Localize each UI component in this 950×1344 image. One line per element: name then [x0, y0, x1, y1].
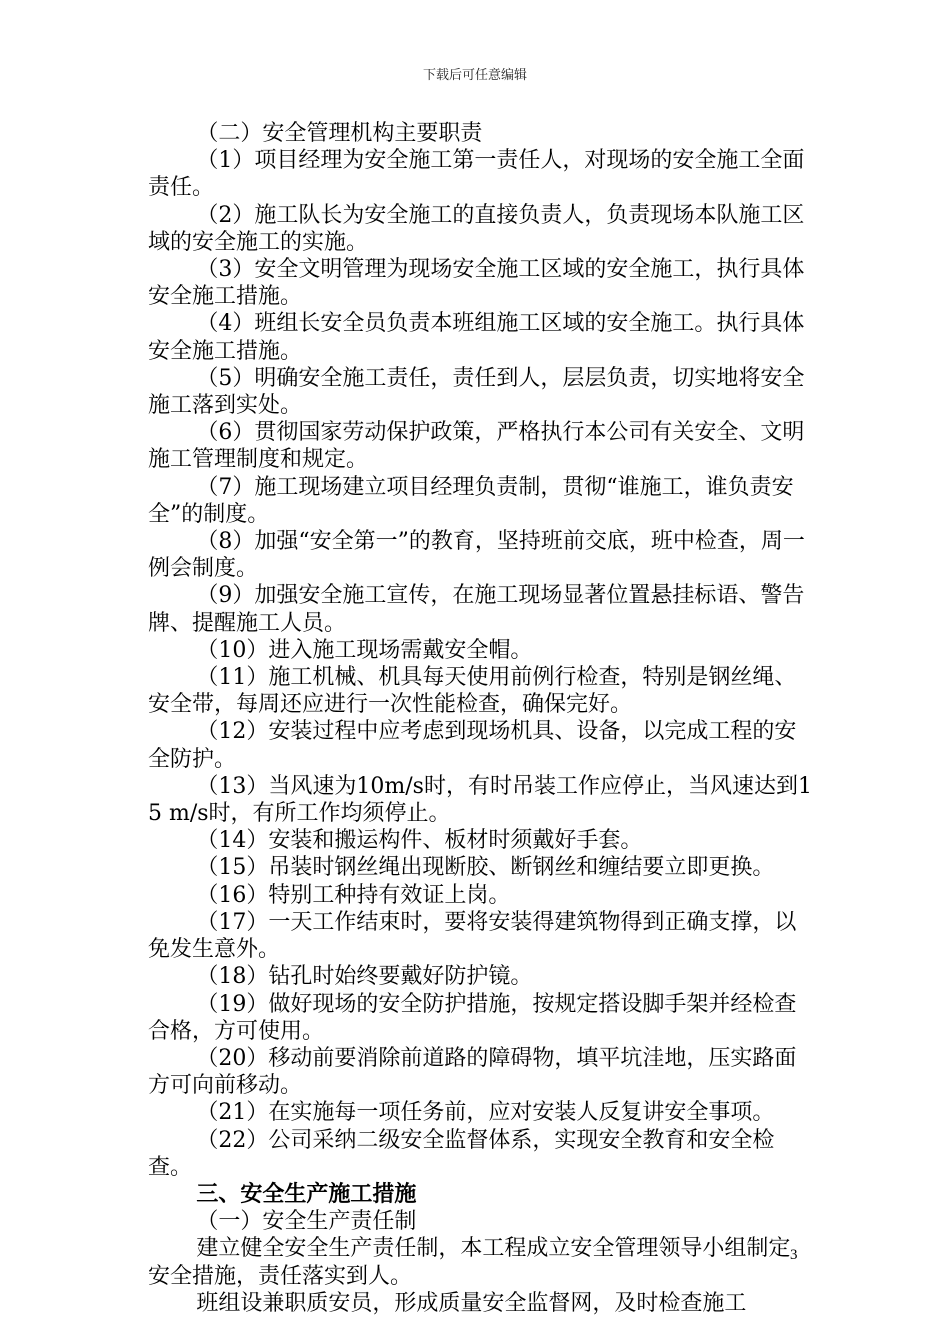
list-item: （19）做好现场的安全防护措施，按规定搭设脚手架并经检查合格，方可使用。 [148, 991, 797, 1044]
subheading: （一）安全生产责任制 [196, 1209, 417, 1235]
list-item: （4）班组长安全员负责本班组施工区域的安全施工。执行具体安全施工措施。 [148, 311, 805, 364]
list-item: （8）加强“安全第一”的教育，坚持班前交底，班中检查，周一例会制度。 [148, 529, 805, 582]
section-heading: 三、安全生产施工措施 [196, 1181, 417, 1207]
list-item: （11）施工机械、机具每天使用前例行检查，特别是钢丝绳、安全带，每周还应进行一次性能检查，确保完好。 [148, 665, 797, 718]
list-item: （14）安装和搬运构件、板材时须戴好手套。 [196, 828, 643, 854]
list-item: （15）吊装时钢丝绳出现断胶、断钢丝和缠结要立即更换。 [196, 855, 775, 881]
document-body [148, 120, 812, 1317]
list-item: （12）安装过程中应考虑到现场机具、设备，以完成工程的安全防护。 [148, 719, 797, 772]
paragraph: 建立健全安全生产责任制，本工程成立安全管理领导小组制定安全措施，责任落实到人。 [148, 1236, 791, 1289]
list-item: （17）一天工作结束时，要将安装得建筑物得到正确支撑，以免发生意外。 [148, 909, 797, 963]
list-item: （7）施工现场建立项目经理负责制，贯彻“谁施工，谁负责安全”的制度。 [148, 474, 794, 527]
page-number: 3 [790, 1247, 798, 1263]
list-item: （2）施工队长为安全施工的直接负责人，负责现场本队施工区域的安全施工的实施。 [148, 202, 805, 255]
page-header: 下载后可任意编辑 [422, 68, 527, 83]
list-item: （10）进入施工现场需戴安全帽。 [196, 637, 533, 663]
list-item: （6）贯彻国家劳动保护政策，严格执行本公司有关安全、文明施工管理制度和规定。 [148, 420, 805, 473]
list-item: （18）钻孔时始终要戴好防护镜。 [196, 964, 533, 990]
list-item: （5）明确安全施工责任，责任到人，层层负责，切实地将安全施工落到实处。 [148, 365, 805, 419]
list-item: （16）特别工种持有效证上岗。 [196, 882, 511, 908]
list-item: （22）公司采纳二级安全监督体系，实现安全教育和安全检查。 [148, 1127, 775, 1180]
list-item: （21）在实施每一项任务前，应对安装人反复讲安全事项。 [196, 1100, 775, 1126]
list-item: （20）移动前要消除前道路的障碍物，填平坑洼地，压实路面方可向前移动。 [148, 1045, 797, 1099]
list-item: （9）加强安全施工宣传，在施工现场显著位置悬挂标语、警告牌、提醒施工人员。 [148, 583, 805, 636]
paragraph: 班组设兼职质安员，形成质量安全监督网，及时检查施工 [196, 1290, 747, 1316]
list-item: （13）当风速为10m/s时，有时吊装工作应停止，当风速达到15 m/s时，有所工作均须停止。 [148, 773, 812, 827]
section-title: （二）安全管理机构主要职责 [196, 121, 483, 146]
list-item: （1）项目经理为安全施工第一责任人，对现场的安全施工全面责任。 [148, 148, 805, 201]
list-item: （3）安全文明管理为现场安全施工区域的安全施工，执行具体安全施工措施。 [148, 257, 805, 310]
